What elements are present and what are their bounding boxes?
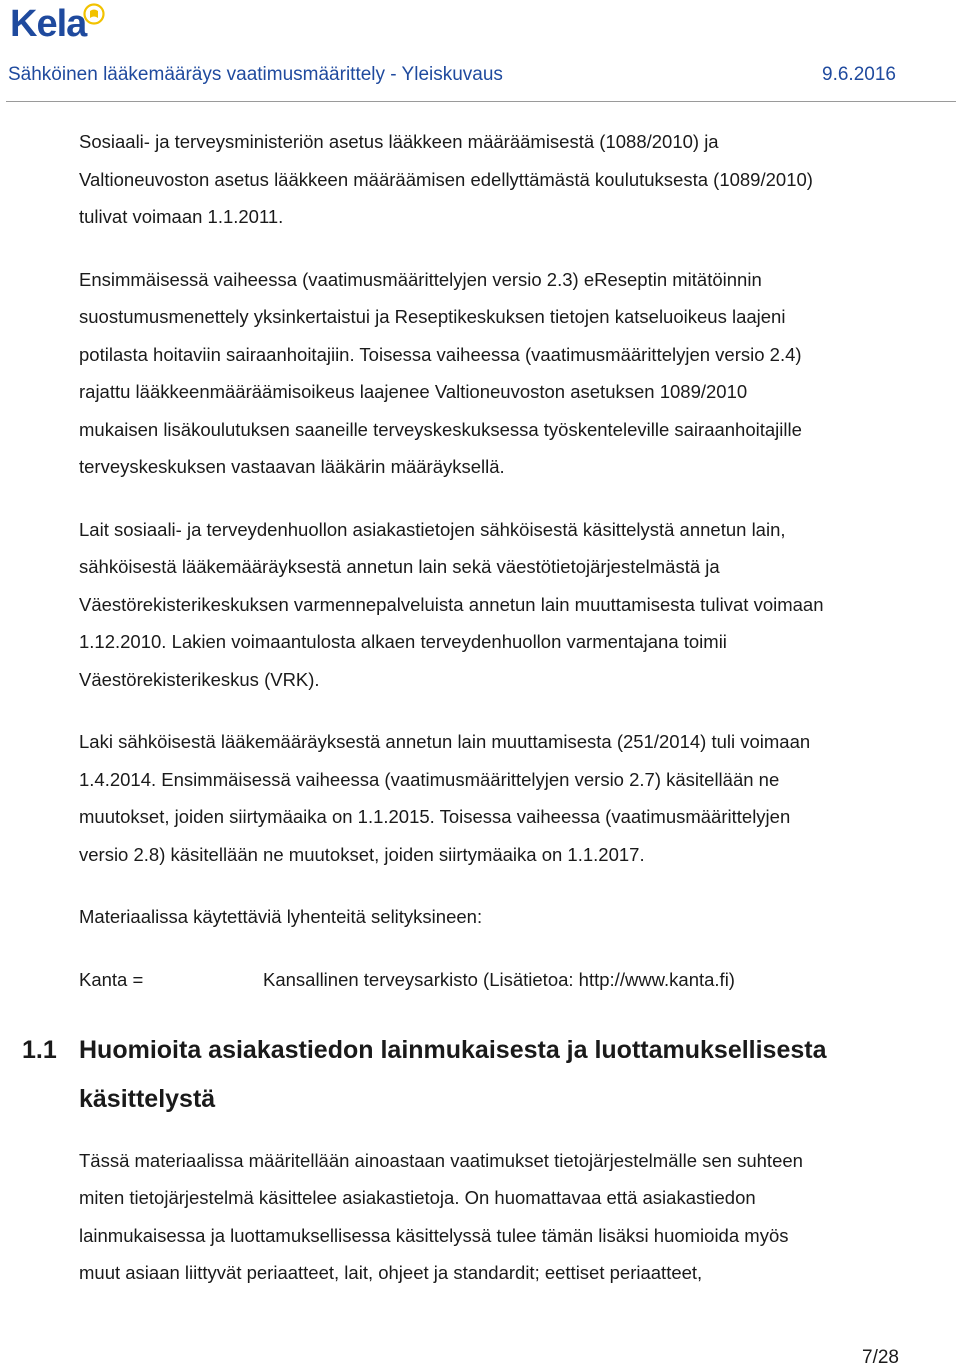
text-line: lainmukaisessa ja luottamuksellisessa käsittelyssä tulee tämän lisäksi huomioida myös	[79, 1224, 789, 1246]
text-line: Lait sosiaali- ja terveydenhuollon asiakastietojen sähköisestä käsittelystä annetun lain,	[79, 518, 786, 540]
abbreviation-term: Kanta =	[79, 968, 144, 990]
text-line: Väestörekisterikeskuksen varmennepalveluista annetun lain muuttamisesta tulivat voimaan	[79, 593, 824, 615]
document-title: Sähköinen lääkemääräys vaatimusmäärittely - Yleiskuvaus	[8, 64, 503, 85]
header-divider	[6, 101, 956, 102]
text-line: 1.4.2014. Ensimmäisessä vaiheessa (vaatimusmäärittelyjen versio 2.7) käsitellään ne	[79, 768, 780, 790]
text-line: Valtioneuvoston asetus lääkkeen määräämisen edellyttämästä koulutuksesta (1089/2010)	[79, 168, 813, 190]
paragraph-3	[79, 511, 939, 699]
text-line: Tässä materiaalissa määritellään ainoastaan vaatimukset tietojärjestelmälle sen suhteen	[79, 1149, 803, 1171]
paragraph-4	[79, 723, 939, 873]
text-line: tulivat voimaan 1.1.2011.	[79, 206, 284, 227]
document-date: 9.6.2016	[822, 64, 896, 85]
text-line: terveyskeskuksen vastaavan lääkärin määräyksellä.	[79, 456, 505, 477]
text-line: potilasta hoitaviin sairaanhoitajiin. Toisessa vaiheessa (vaatimusmäärittelyjen versio 2.4)	[79, 343, 802, 365]
logo-wordmark: Kela	[10, 3, 87, 45]
abbreviation-definition: Kansallinen terveysarkisto (Lisätietoa: http://www.kanta.fi)	[263, 968, 735, 990]
paragraph-2	[79, 261, 939, 486]
section-heading	[22, 1026, 939, 1124]
text-line: muutokset, joiden siirtymäaika on 1.1.2015. Toisessa vaiheessa (vaatimusmäärittelyjen	[79, 806, 791, 827]
text-line: rajattu lääkkeenmääräämisoikeus laajenee Valtioneuvoston asetuksen 1089/2010	[79, 381, 748, 402]
text-line: Laki sähköisestä lääkemääräyksestä annetun lain muuttamisesta (251/2014) tuli voimaan	[79, 731, 811, 752]
text-line: mukaisen lisäkoulutuksen saaneille terveyskeskuksessa työskenteleville sairaanhoitajille	[79, 418, 802, 440]
paragraph-5	[79, 898, 939, 936]
section-title	[79, 1026, 939, 1124]
page-number: 7/28	[862, 1347, 899, 1368]
section-paragraph-1	[79, 1142, 939, 1292]
section-title-line: Huomioita asiakastiedon lainmukaisesta ja luottamuksellisesta	[79, 1035, 827, 1064]
lion-seal-icon	[83, 3, 105, 25]
text-line: suostumusmenettely yksinkertaistui ja Reseptikeskuksen tietojen katseluoikeus laajeni	[79, 306, 786, 327]
document-body	[22, 123, 939, 1317]
abbreviation-row	[79, 961, 939, 998]
text-line: sähköisestä lääkemääräyksestä annetun lain sekä väestötietojärjestelmästä ja	[79, 556, 720, 577]
kela-logo	[10, 2, 120, 46]
text-line: Väestörekisterikeskus (VRK).	[79, 668, 320, 690]
text-line: muut asiaan liittyvät periaatteet, lait, ohjeet ja standardit; eettiset periaatteet,	[79, 1262, 703, 1283]
paragraph-1	[79, 123, 939, 236]
text-line: miten tietojärjestelmä käsittelee asiakastietoja. On huomattavaa että asiakastiedon	[79, 1187, 756, 1208]
text-line: Ensimmäisessä vaiheessa (vaatimusmäärittelyjen versio 2.3) eReseptin mitätöinnin	[79, 268, 762, 290]
text-line: Materiaalissa käytettäviä lyhenteitä selityksineen:	[79, 906, 483, 927]
text-line: 1.12.2010. Lakien voimaantulosta alkaen terveydenhuollon varmentajana toimii	[79, 631, 727, 652]
text-line: Sosiaali- ja terveysministeriön asetus lääkkeen määräämisestä (1088/2010) ja	[79, 131, 719, 152]
section-number: 1.1	[22, 1035, 57, 1064]
section-title-line: käsittelystä	[79, 1084, 216, 1113]
text-line: versio 2.8) käsitellään ne muutokset, joiden siirtymäaika on 1.1.2017.	[79, 843, 645, 865]
